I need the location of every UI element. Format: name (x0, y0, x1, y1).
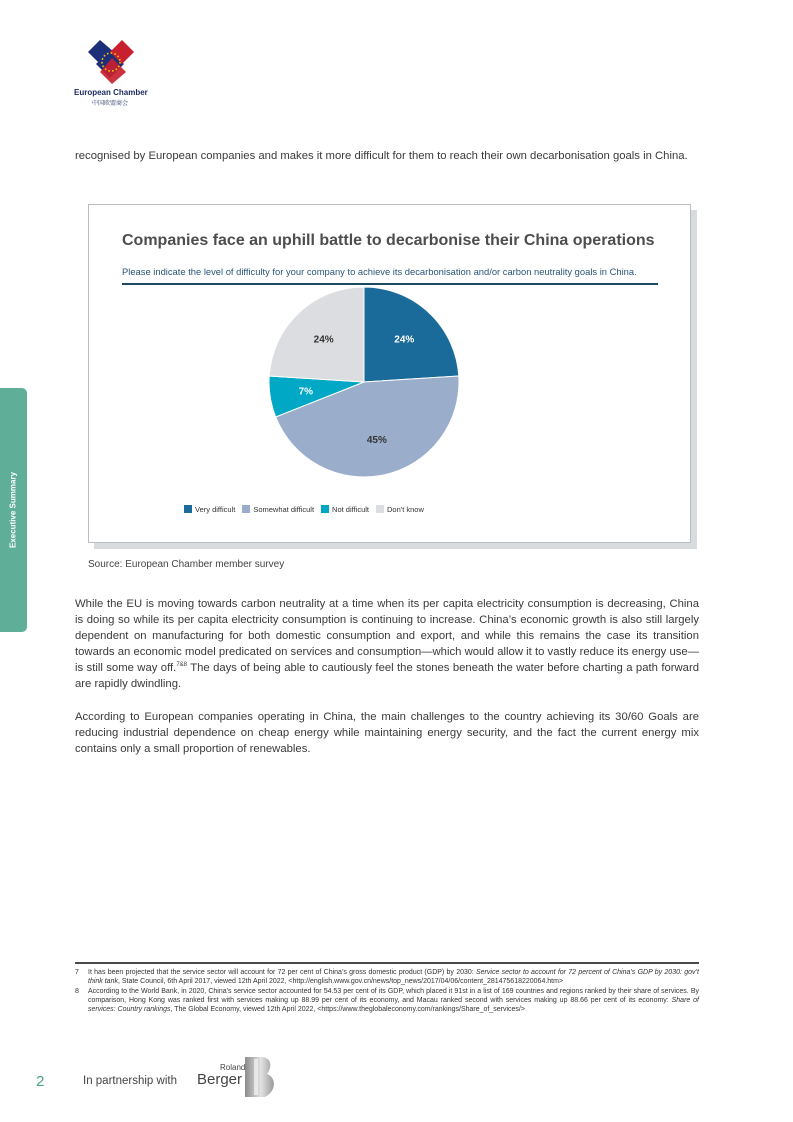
legend-label: Don't know (387, 505, 424, 514)
partner-text: In partnership with (83, 1075, 177, 1087)
chamber-emblem-icon (86, 38, 136, 86)
footnote-number: 7 (75, 969, 79, 976)
page-number: 2 (36, 1073, 45, 1090)
difficulty-chart (88, 204, 691, 543)
legend-item (376, 505, 424, 514)
footnote-text: According to the World Bank, in 2020, China’s service sector accounted for 54.53 per cent of its GDP, which placed it 91st in a list of 169 countries and regions ranked by their share of services. By comparison, Hong Kong was ranked first with services making up 88.99 per cent of its economy, and Macau ranked second with services making up 88.66 per cent of its economy: (88, 987, 699, 1004)
pie-data-label: 7% (298, 386, 314, 398)
footnote-ref-7-8[interactable]: 7&8 (176, 662, 187, 669)
legend-item (242, 505, 314, 514)
body-paragraph-1 (75, 596, 699, 692)
footnote-8 (75, 987, 699, 1015)
chart-title-divider (122, 283, 658, 285)
footnote-number: 8 (75, 987, 79, 995)
pie-chart (259, 287, 469, 482)
footnote-citation-title: Share of services: Country rankings (88, 996, 699, 1014)
pie-data-label: 24% (394, 334, 415, 346)
footnote-text: It has been projected that the service sector will account for 72 per cent of China’s gross domestic product (GDP) by 2030: (88, 969, 476, 976)
chart-title: Companies face an uphill battle to decarbonise their China operations (122, 232, 655, 249)
roland-berger-b-icon (243, 1055, 279, 1099)
body-paragraph-2: According to European companies operating in China, the main challenges to the country achieving its 30/60 Goals are reducing industrial dependence on cheap energy while maintaining energy security, and the fact the current energy mix contains only a small proportion of renewables. (75, 711, 699, 755)
footnote-text-end[interactable]: , The Global Economy, viewed 12th April 2022, <https://www.theglobaleconomy.com/rankings/Share_of_services/> (170, 1006, 525, 1014)
legend-label: Not difficult (332, 505, 370, 514)
chamber-name-cn: 中国欧盟商会 (92, 100, 129, 107)
section-tab-executive-summary[interactable] (0, 388, 27, 632)
legend-swatch (321, 505, 329, 513)
legend-label: Very difficult (195, 505, 236, 514)
chart-legend (184, 505, 431, 515)
pie-data-label: 45% (366, 434, 387, 446)
intro-paragraph: recognised by European companies and makes it more difficult for them to reach their own decarbonisation goals in China. (75, 150, 688, 162)
footnotes (75, 968, 699, 1014)
legend-swatch (242, 505, 250, 513)
footnote-divider (75, 962, 699, 964)
legend-swatch (376, 505, 384, 513)
paragraph-1-text: While the EU is moving towards carbon neutrality at a time when its per capita electricity consumption is decreasing, China is doing so while its per capita electricity consumption is continuing to increase. China’s economic growth is also still largely dependent on manufacturing for both domestic consumption and export, and while this remains the case its transition towards an economic model predicated on services and consumption—which would allow it to vastly reduce its energy use—is still some way off. (75, 598, 699, 674)
legend-item (321, 505, 369, 514)
chart-source: Source: European Chamber member survey (88, 559, 285, 570)
footnote-7 (75, 968, 699, 987)
legend-label: Somewhat difficult (253, 505, 315, 514)
roland-berger-logo-berger: Berger (197, 1071, 243, 1088)
roland-berger-logo-roland: Roland (220, 1063, 246, 1072)
european-chamber-logo (74, 38, 154, 110)
paragraph-1-text-end: The days of being able to cautiously feel the stones beneath the water before charting a path forward are rapidly dwindling. (75, 662, 699, 690)
footnote-citation-title: Service sector to account for 72 percent of China’s GDP by 2030: gov’t think tank (88, 969, 699, 986)
pie-data-label: 24% (313, 334, 334, 346)
legend-item (184, 505, 235, 514)
section-tab-label: Executive Summary (8, 471, 18, 549)
chamber-name: European Chamber (74, 88, 148, 97)
legend-swatch (184, 505, 192, 513)
footnote-text-end[interactable]: , State Council, 6th April 2017, viewed 12th April 2022, <http://english.www.gov.cn/news/top_news/2017/04/06/content_281475618220064.htm> (117, 978, 564, 986)
chart-subtitle: Please indicate the level of difficulty for your company to achieve its decarbonisation and/or carbon neutrality goals in China. (122, 266, 637, 277)
